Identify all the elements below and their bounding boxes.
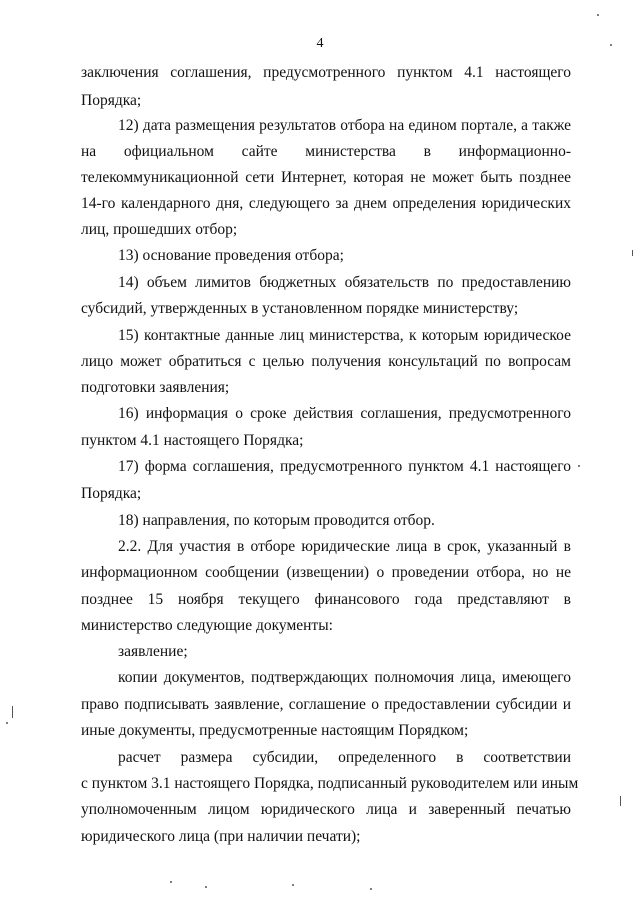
text-line: 14-го календарного дня, следующего за днем определения юридических [81, 195, 571, 212]
scan-speck [620, 796, 621, 806]
scan-speck [597, 14, 599, 16]
text-line: лицо может обратиться с целью получения консультаций по вопросам [81, 353, 571, 370]
text-line: 13) основание проведения отбора; [118, 247, 344, 264]
text-line: Порядка; [81, 485, 142, 502]
text-line: лиц, прошедших отбор; [81, 221, 238, 238]
text-line: 12) дата размещения результатов отбора на едином портале, а также [118, 117, 571, 134]
text-line: 16) информация о сроке действия соглашения, предусмотренного [118, 405, 571, 422]
text-line: позднее 15 ноября текущего финансового года представляют в [81, 591, 571, 608]
text-line: 15) контактные данные лиц министерства, к которым юридическое [118, 327, 571, 344]
text-line: право подписывать заявление, соглашение о предоставлении субсидии и [81, 696, 571, 713]
text-line: заявление; [118, 643, 188, 660]
text-line: расчет размера субсидии, определенного в соответствии [118, 749, 571, 766]
text-line: копии документов, подтверждающих полномочия лица, имеющего [118, 669, 571, 686]
text-line: субсидий, утвержденных в установленном порядке министерству; [81, 300, 519, 317]
scan-speck [170, 881, 172, 883]
text-line: с пунктом 3.1 настоящего Порядка, подписанный руководителем или иным [81, 775, 579, 792]
text-line: 14) объем лимитов бюджетных обязательств по предоставлению [118, 274, 571, 291]
scan-speck [205, 886, 207, 888]
scan-speck [578, 465, 580, 467]
text-line: 17) форма соглашения, предусмотренного пунктом 4.1 настоящего [118, 458, 571, 475]
text-line: телекоммуникационной сети Интернет, которая не может быть позднее [81, 169, 571, 186]
text-line: 2.2. Для участия в отборе юридические лица в срок, указанный в [118, 538, 571, 555]
text-line: 18) направления, по которым проводится отбор. [118, 512, 435, 529]
scan-speck [6, 722, 8, 724]
scan-speck [370, 888, 372, 890]
text-line: иные документы, предусмотренные настоящим Порядком; [81, 722, 469, 739]
text-line: заключения соглашения, предусмотренного пунктом 4.1 настоящего [81, 64, 571, 81]
page-number: 4 [316, 36, 324, 51]
scan-speck [292, 884, 294, 886]
text-line: информационном сообщении (извещении) о проведении отбора, но не [81, 564, 571, 581]
text-line: министерство следующие документы: [81, 617, 333, 634]
text-line: на официальном сайте министерства в информационно- [81, 143, 571, 160]
text-line: юридического лица (при наличии печати); [81, 828, 361, 845]
text-line: подготовки заявления; [81, 379, 230, 396]
text-line: уполномоченным лицом юридического лица и заверенный печатью [81, 801, 571, 818]
text-line: Порядка; [81, 92, 142, 109]
scan-speck [632, 250, 633, 256]
text-line: пунктом 4.1 настоящего Порядка; [81, 432, 304, 449]
scan-speck [610, 44, 612, 46]
scan-speck [12, 706, 13, 718]
